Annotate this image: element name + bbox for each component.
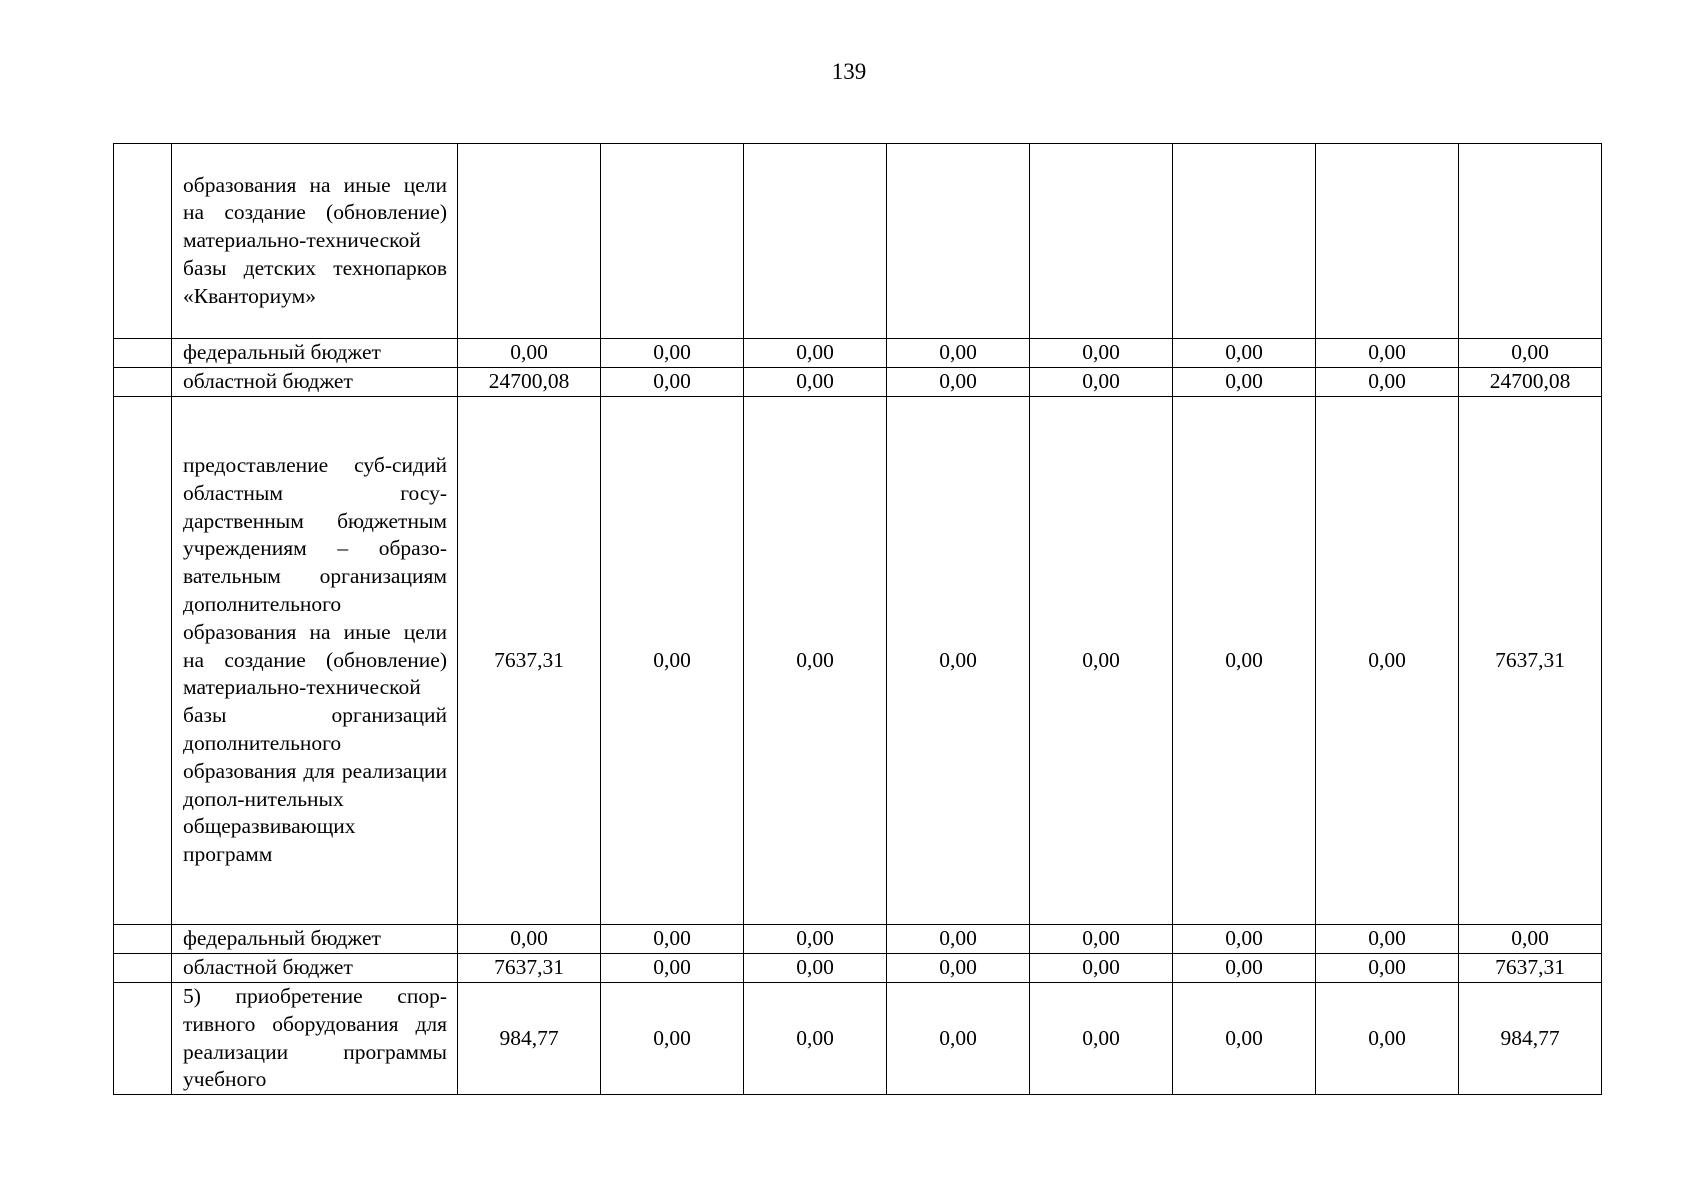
value-cell: 0,00	[601, 983, 744, 1095]
table-row	[114, 925, 1602, 954]
value-cell: 7637,31	[458, 397, 601, 925]
value-cell: 0,00	[1316, 397, 1459, 925]
table-row	[114, 983, 1602, 1095]
value-cell: 0,00	[1030, 925, 1173, 954]
value-cell: 0,00	[887, 368, 1030, 397]
row-number-cell	[114, 954, 172, 983]
value-cell: 0,00	[601, 954, 744, 983]
table-row	[114, 368, 1602, 397]
value-cell: 0,00	[1316, 339, 1459, 368]
value-cell: 0,00	[601, 925, 744, 954]
value-cell: 984,77	[1459, 983, 1602, 1095]
row-description: федеральный бюджет	[172, 339, 458, 368]
value-cell	[1316, 144, 1459, 339]
value-cell: 0,00	[1173, 925, 1316, 954]
value-cell: 0,00	[1459, 925, 1602, 954]
table-row	[114, 144, 1602, 339]
value-cell: 7637,31	[1459, 397, 1602, 925]
row-description: предоставление суб-сидий областным госу-дарственным бюджетным учреждениям – образо-вательным организациям дополнительного образования на иные цели на создание (обновление) материально-технической базы организаций дополнительного образования для реализации допол-нительных общеразвивающих программ	[172, 397, 458, 925]
value-cell: 0,00	[1030, 397, 1173, 925]
value-cell	[1459, 144, 1602, 339]
value-cell: 7637,31	[458, 954, 601, 983]
value-cell: 0,00	[1316, 368, 1459, 397]
table-row	[114, 339, 1602, 368]
value-cell: 24700,08	[458, 368, 601, 397]
value-cell: 0,00	[887, 397, 1030, 925]
value-cell: 0,00	[1030, 954, 1173, 983]
value-cell: 7637,31	[1459, 954, 1602, 983]
budget-table	[113, 143, 1602, 1095]
value-cell: 0,00	[887, 925, 1030, 954]
value-cell: 0,00	[601, 368, 744, 397]
value-cell: 0,00	[1173, 983, 1316, 1095]
row-number-cell	[114, 144, 172, 339]
row-description: 5) приобретение спор-тивного оборудования для реализации программы учебного	[172, 983, 458, 1095]
value-cell	[744, 144, 887, 339]
value-cell: 0,00	[1459, 339, 1602, 368]
value-cell: 0,00	[744, 925, 887, 954]
value-cell: 0,00	[744, 397, 887, 925]
value-cell: 0,00	[744, 339, 887, 368]
value-cell: 0,00	[1173, 339, 1316, 368]
value-cell: 0,00	[601, 397, 744, 925]
row-number-cell	[114, 368, 172, 397]
row-description: областной бюджет	[172, 954, 458, 983]
value-cell: 0,00	[458, 339, 601, 368]
value-cell: 0,00	[744, 368, 887, 397]
row-number-cell	[114, 339, 172, 368]
value-cell: 0,00	[887, 339, 1030, 368]
value-cell	[1030, 144, 1173, 339]
value-cell: 0,00	[887, 983, 1030, 1095]
value-cell	[1173, 144, 1316, 339]
table-row	[114, 954, 1602, 983]
page-number: 139	[831, 59, 867, 84]
value-cell: 0,00	[458, 925, 601, 954]
value-cell: 0,00	[1030, 983, 1173, 1095]
value-cell	[887, 144, 1030, 339]
value-cell: 0,00	[1030, 368, 1173, 397]
value-cell: 0,00	[1316, 983, 1459, 1095]
value-cell: 0,00	[744, 983, 887, 1095]
value-cell: 0,00	[601, 339, 744, 368]
value-cell: 0,00	[1173, 954, 1316, 983]
value-cell	[458, 144, 601, 339]
value-cell: 0,00	[1316, 925, 1459, 954]
value-cell: 0,00	[744, 954, 887, 983]
value-cell: 0,00	[887, 954, 1030, 983]
table-row	[114, 397, 1602, 925]
row-description: образования на иные цели на создание (обновление) материально-технической базы детских технопарков «Кванториум»	[172, 144, 458, 339]
value-cell: 0,00	[1173, 397, 1316, 925]
row-number-cell	[114, 925, 172, 954]
row-description: областной бюджет	[172, 368, 458, 397]
row-number-cell	[114, 397, 172, 925]
value-cell: 24700,08	[1459, 368, 1602, 397]
value-cell: 0,00	[1030, 339, 1173, 368]
value-cell: 0,00	[1173, 368, 1316, 397]
row-number-cell	[114, 983, 172, 1095]
row-description: федеральный бюджет	[172, 925, 458, 954]
value-cell: 0,00	[1316, 954, 1459, 983]
value-cell: 984,77	[458, 983, 601, 1095]
value-cell	[601, 144, 744, 339]
